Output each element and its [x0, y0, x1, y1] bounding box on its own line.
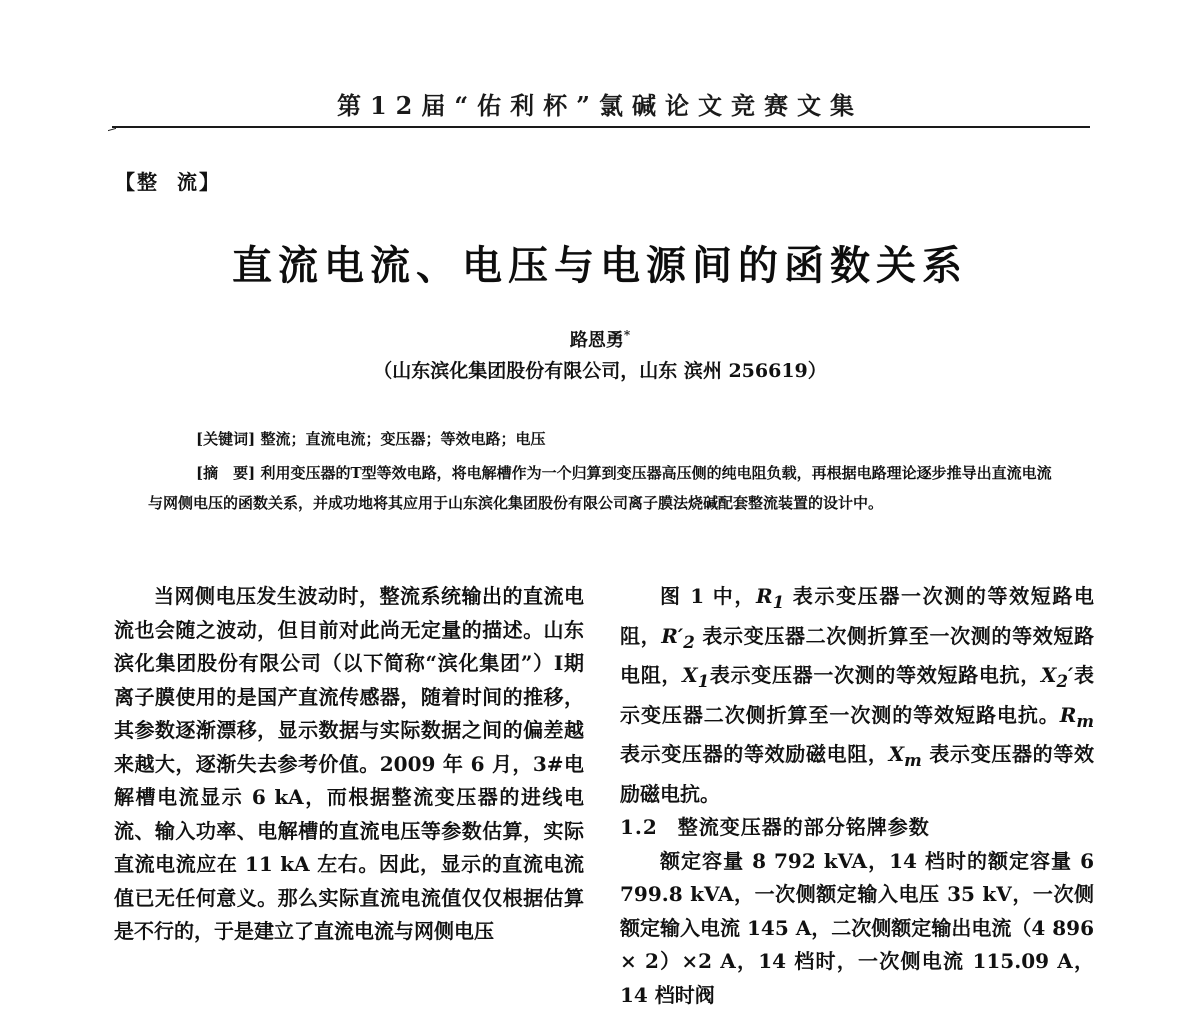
- abstract-text: 利用变压器的T型等效电路，将电解槽作为一个归算到变压器高压侧的纯电阻负载，再根据电路理论逐步推导出直流电流与网侧电压的函数关系，并成功地将其应用于山东滨化集团股份有限公司离子膜法烧碱配套整流装置的设计中。: [148, 464, 1052, 512]
- body-left-column: [114, 580, 584, 949]
- header-rule: [112, 126, 1090, 128]
- author-name: 路恩勇: [570, 330, 624, 351]
- text-run: 表示变压器的等效励磁电阻，: [620, 742, 889, 766]
- text-run: 表示变压器一次测的等效短路电阻，: [620, 584, 1094, 648]
- section-tag-close: 流】: [177, 170, 221, 194]
- keywords-text: 整流；直流电流；变压器；等效电路；电压: [260, 430, 545, 448]
- text-run: 表示变压器一次测的等效短路电抗，: [709, 663, 1041, 687]
- section-tag: [115, 166, 221, 195]
- header-rule-tick: [108, 125, 116, 131]
- figure-description-paragraph: [620, 580, 1094, 811]
- section-heading-text: 整流变压器的部分铭牌参数: [678, 815, 930, 839]
- affiliation: （山东滨化集团股份有限公司，山东 滨州 256619）: [0, 356, 1200, 383]
- author: [0, 326, 1200, 352]
- section-heading: [620, 811, 1094, 845]
- symbol-rm: $R_m$: [1060, 703, 1094, 727]
- running-header: 第12届“佑利杯”氯碱论文竞赛文集: [0, 86, 1200, 121]
- symbol-x2-prime: $X_2'$: [1041, 663, 1073, 687]
- text-run: 表示变压器二次侧折算至一次测的等效短路电抗。: [620, 663, 1094, 727]
- text-run: 图 1 中，: [660, 584, 756, 608]
- body-paragraph: 当网侧电压发生波动时，整流系统输出的直流电流也会随之波动，但目前对此尚无定量的描述。山东滨化集团股份有限公司（以下简称“滨化集团”）Ⅰ期离子膜使用的是国产直流传感器，随着时间的推移，其参数逐渐漂移，显示数据与实际数据之间的偏差越来越大，逐渐失去参考价值。2009 年 6 月，3#电解槽电流显示 6 kA，而根据整流变压器的进线电流、输入功率、电解槽的直流电压等参数估算，实际直流电流应在 11 kA 左右。因此，显示的直流电流值已无任何意义。那么实际直流电流值仅仅根据估算是不行的，于是建立了直流电流与网侧电压: [114, 580, 584, 949]
- body-right-column: [620, 580, 1094, 1012]
- text-run: 表示变压器二次侧折算至一次测的等效短路电阻，: [620, 624, 1094, 688]
- text-run: 表示变压器的等效励磁电抗。: [620, 742, 1094, 806]
- abstract: [148, 458, 1058, 518]
- keywords-label: [关键词]: [196, 430, 255, 448]
- symbol-r2-prime: $R'_2$: [661, 624, 695, 648]
- symbol-r1: $R_1$: [756, 584, 784, 608]
- keywords: [196, 428, 545, 449]
- section-tag-open: 【整: [115, 170, 159, 194]
- symbol-xm: $X_m$: [889, 742, 922, 766]
- nameplate-paragraph: 额定容量 8 792 kVA，14 档时的额定容量 6 799.8 kVA，一次侧额定输入电压 35 kV，一次侧额定输入电流 145 A，二次侧额定输出电流（4 896 × 2）×2 A，14 档时，一次侧电流 115.09 A，14 档时阀: [620, 845, 1094, 1012]
- author-footnote-mark: *: [624, 328, 630, 342]
- abstract-label: [摘 要]: [196, 458, 255, 488]
- section-number: 1.2: [620, 815, 658, 839]
- paper-title: 直流电流、电压与电源间的函数关系: [0, 234, 1200, 291]
- symbol-x1: $X_1$: [682, 663, 709, 687]
